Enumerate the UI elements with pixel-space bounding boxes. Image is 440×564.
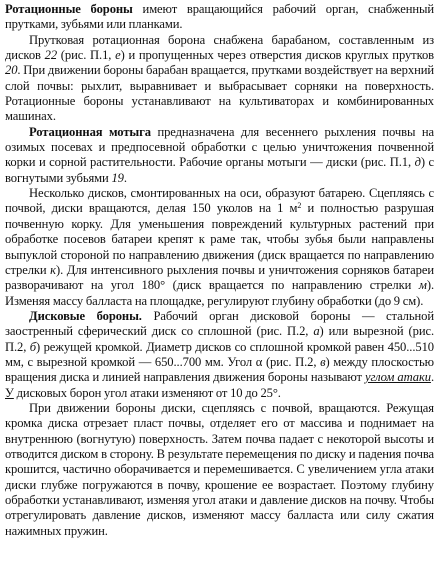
paragraph: [5, 2, 434, 33]
text-run: м: [418, 278, 427, 293]
term-heading: Ротационная мотыга: [29, 124, 151, 139]
text-run: а: [313, 324, 320, 339]
text-run: 22: [44, 48, 58, 63]
text-run: Прутковая ротационная борона снабжена барабаном, составленным из дисков: [5, 32, 434, 63]
text-run: ) с вогнутыми зубьями: [5, 155, 434, 185]
text-run: углом атаки: [365, 370, 431, 385]
text-run: (рис. П.1,: [57, 48, 116, 63]
text-run: У: [5, 385, 14, 400]
text-run: Рабочий орган дисковой бороны — стальной заостренный сферический диск со сплошной (рис. П.2,: [5, 308, 434, 339]
text-run: .: [123, 170, 127, 185]
text-run: . При движении бороны барабан вращается, прутками воздействует на верхний слой почвы: рыхлит, выравнивает и выбрасывает сорняки на поверхность. Ротационные бороны устанавливают на культиваторах и комбинированных машинах.: [5, 63, 434, 124]
term-heading: Дисковые бороны.: [29, 308, 142, 323]
text-run: д: [414, 155, 421, 170]
text-run: е: [115, 48, 121, 63]
text-run: При движении бороны диски, сцепляясь с почвой, вращаются. Режущая кромка диска отрезает пласт почвы, отделяет его от массива и поднимает на внутреннюю (вогнутую) поверхность. Затем почва падает с некоторой высоты и отводится диском в сторону. В результате перемещения по диску и падения почва крошится, частично оборачивается и перемешивается. С увеличением угла атаки диски глубже погружаются в почву, крошение ее возрастает. Поэтому глубину обработки устанавливают, изменяя угол атаки и давление дисков на почву. Чтобы отрегулировать давление дисков, изменяют массу балласта или силу сжатия нажимных пружин.: [5, 400, 434, 538]
text-run: б: [29, 339, 37, 354]
paragraph: [5, 309, 434, 401]
text-run: ) режущей кромкой. Диаметр дисков со сплошной кромкой равен 450...510 мм, с вырезной кромкой — 650...700 мм. Угол α (рис. П.2,: [5, 339, 434, 369]
text-run: ). Изменяя массу балласта на площадке, регулируют глубину обработки (до 9 см).: [5, 278, 434, 308]
text-run: 19: [111, 170, 124, 185]
text-run: ) или вырезной (рис. П.2,: [5, 324, 434, 354]
text-run: ). Для интенсивного рыхления почвы и уничтожения сорняков батареи разворачивают на угол 180° (диск вращается по направлению стрелки: [5, 262, 434, 293]
superscript: 2: [297, 201, 302, 211]
text-run: к: [50, 262, 56, 277]
text-run: и полностью разрушая почвенную корку. Для уменьшения повреждений культурных растений при обработке посевов батареи крепят к раме так, чтобы зубья были направлены выпуклой стороной по направлению движения (диск вращается по направлению стрелки: [5, 201, 434, 277]
text-run: 20: [5, 63, 18, 78]
text-run: в: [320, 354, 326, 369]
text-run: дисковых борон угол атаки изменяют от 10 до 25°.: [13, 385, 281, 400]
text-run: .: [430, 370, 434, 385]
term-heading: Ротационные бороны: [5, 2, 133, 16]
text-run: Несколько дисков, смонтированных на оси, образуют батарею. Сцепляясь с почвой, диски вращаются, делая 150 уколов на 1 м: [5, 186, 434, 216]
paragraph: [5, 186, 434, 309]
text-run: имеют вращающийся рабочий орган, снабженный прутками, зубьями или планками.: [5, 2, 434, 32]
paragraph: [5, 33, 434, 125]
paragraph: [5, 125, 434, 186]
paragraph: [5, 401, 434, 539]
text-run: ) между плоскостью вращения диска и линией направления движения бороны называют: [5, 354, 434, 385]
text-run: ) и пропущенных через отверстия дисков круглых прутков: [120, 48, 434, 63]
text-run: предназначена для весеннего рыхления почвы на озимых посевах и предпосевной обработки с целью уничтожения почвенной корки и сорной растительности. Рабочие органы мотыги — диски (рис. П.1,: [5, 124, 434, 170]
